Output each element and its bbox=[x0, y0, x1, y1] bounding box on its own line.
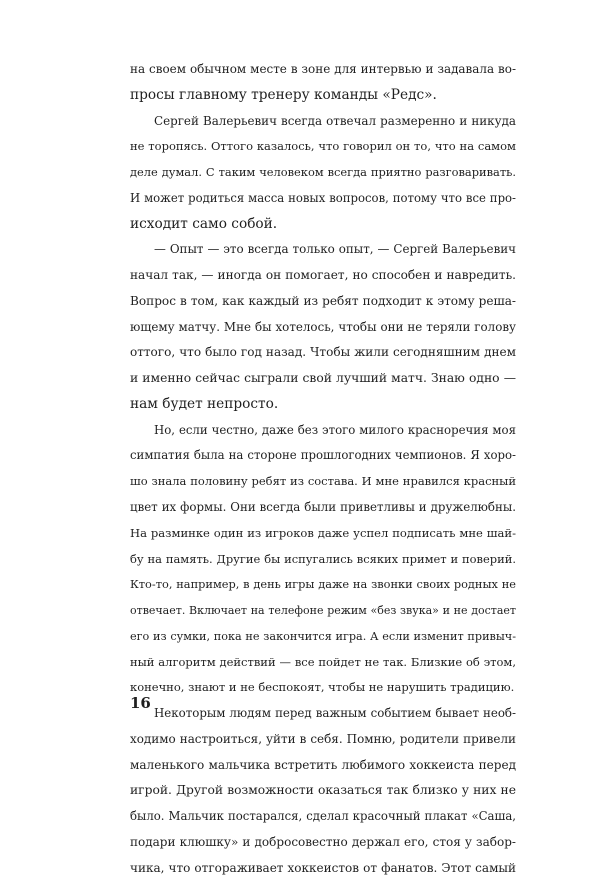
text-line: Но, если честно, даже без этого милого красноречия моя bbox=[154, 422, 516, 437]
body-text bbox=[130, 57, 516, 882]
text-line: — Опыт — это всегда только опыт, — Сергей Валерьевич bbox=[154, 242, 516, 257]
text-line: Вопрос в том, как каждый из ребят подходит к этому реша- bbox=[130, 293, 516, 308]
text-line: ющему матчу. Мне бы хотелось, чтобы они не теряли голову bbox=[130, 319, 516, 334]
text-line: Кто-то, например, в день игры даже на звонки своих родных не bbox=[130, 577, 516, 592]
text-line: симпатия была на стороне прошлогодних чемпионов. Я хоро- bbox=[130, 448, 516, 463]
text-line: подари клюшку» и добросовестно держал его, стоя у забор- bbox=[130, 834, 516, 849]
text-line: и именно сейчас сыграли свой лучший матч. Знаю одно — bbox=[130, 371, 516, 386]
text-line: игрой. Другой возможности оказаться так близко у них не bbox=[130, 783, 516, 798]
text-line: маленького мальчика встретить любимого хоккеиста перед bbox=[130, 757, 516, 772]
text-line: начал так, — иногда он помогает, но способен и навредить. bbox=[130, 268, 516, 283]
text-line: И может родиться масса новых вопросов, потому что все про- bbox=[130, 190, 516, 205]
text-line: конечно, знают и не беспокоят, чтобы не нарушить традицию. bbox=[130, 680, 515, 695]
text-line: шо знала половину ребят из состава. И мне нравился красный bbox=[130, 474, 516, 489]
text-line: деле думал. С таким человеком всегда приятно разговаривать. bbox=[130, 165, 516, 180]
text-line: было. Мальчик постарался, сделал красочный плакат «Саша, bbox=[130, 809, 516, 824]
text-line: нам будет непросто. bbox=[130, 395, 279, 412]
text-line: ходимо настроиться, уйти в себя. Помню, родители привели bbox=[130, 731, 516, 746]
text-line: оттого, что было год назад. Чтобы жили сегодняшним днем bbox=[130, 345, 516, 360]
text-line: исходит само собой. bbox=[130, 215, 278, 232]
page-number: 16 bbox=[130, 694, 151, 712]
text-line: его из сумки, пока не закончится игра. А если изменит привыч- bbox=[130, 629, 516, 643]
text-line: не торопясь. Оттого казалось, что говорил он то, что на самом bbox=[130, 139, 516, 154]
text-line: цвет их формы. Они всегда были приветливы и дружелюбны. bbox=[130, 500, 516, 515]
text-line: отвечает. Включает на телефоне режим «без звука» и не достает bbox=[130, 604, 516, 618]
text-line: На разминке один из игроков даже успел подписать мне шай- bbox=[130, 525, 516, 540]
text-line: просы главному тренеру команды «Редс». bbox=[130, 86, 437, 103]
text-line: Некоторым людям перед важным событием бывает необ- bbox=[154, 706, 516, 721]
text-line: чика, что отгораживает хоккеистов от фанатов. Этот самый bbox=[130, 860, 516, 875]
text-line: бу на память. Другие бы испугались всяких примет и поверий. bbox=[130, 551, 516, 566]
text-line: Сергей Валерьевич всегда отвечал размеренно и никуда bbox=[154, 113, 516, 128]
text-line: на своем обычном месте в зоне для интервью и задавала во- bbox=[130, 62, 516, 76]
text-line: ный алгоритм действий — все пойдет не так. Близкие об этом, bbox=[130, 654, 516, 669]
